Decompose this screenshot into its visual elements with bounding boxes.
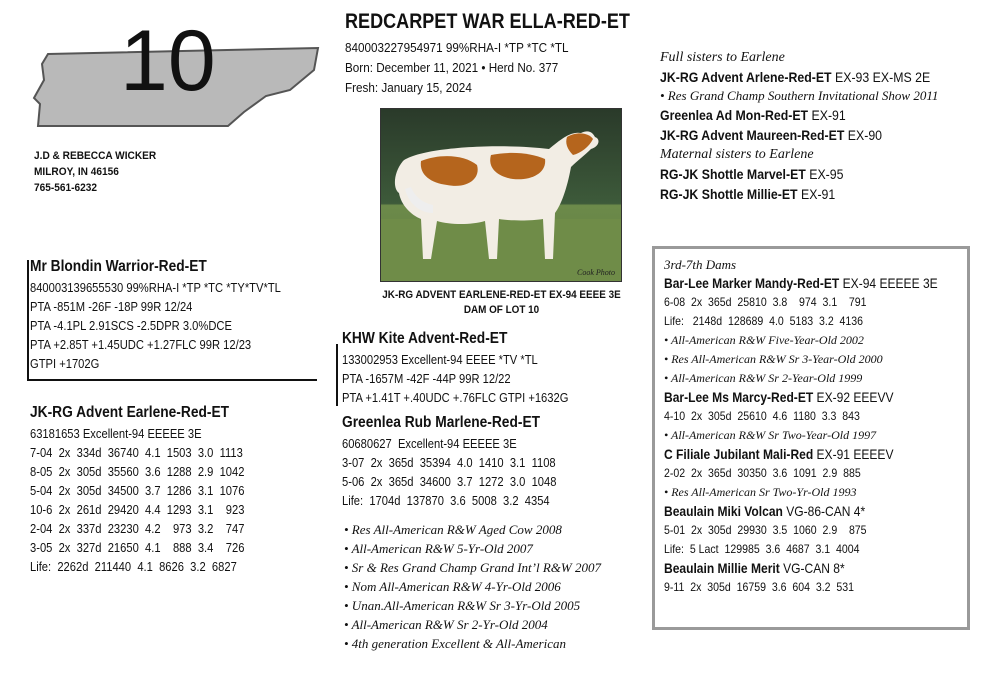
- ancestor-name: Beaulain Miki Volcan: [664, 503, 783, 519]
- sire-line: PTA -4.1PL 2.91SCS -2.5DPR 3.0%DCE: [30, 318, 232, 333]
- consignor-phone: 765-561-6232: [34, 182, 98, 194]
- ancestor-name: C Filiale Jubilant Mali-Red: [664, 446, 814, 462]
- full-sisters-heading: Full sisters to Earlene: [660, 50, 785, 65]
- honor-item: • All-American R&W Sr 2-Yr-Old 2004: [344, 617, 548, 632]
- photo-watermark: Cook Photo: [577, 268, 615, 277]
- dam-line: 63181653 Excellent-94 EEEEE 3E: [30, 426, 202, 441]
- ancestor-record: 6-08 2x 365d 25810 3.8 974 3.1 791: [664, 295, 867, 309]
- ancestor-lifetime: Life: 2148d 128689 4.0 5183 3.2 4136: [664, 314, 864, 328]
- ancestor-record: 9-11 2x 305d 16759 3.6 604 3.2 531: [664, 580, 855, 594]
- ancestor-note: • Res All-American Sr Two-Yr-Old 1993: [664, 485, 857, 499]
- ancestor-score: VG-86-CAN 4*: [782, 503, 866, 519]
- dam-record: 5-04 2x 305d 34500 3.7 1286 3.1 1076: [30, 483, 245, 498]
- dam-name: JK-RG Advent Earlene-Red-ET: [30, 404, 230, 421]
- honor-item: • Nom All-American R&W 4-Yr-Old 2006: [344, 579, 561, 594]
- dam-lifetime: Life: 2262d 211440 4.1 8626 3.2 6827: [30, 559, 237, 574]
- sister-score: EX-93 EX-MS 2E: [831, 69, 931, 85]
- mgs-line: PTA -1657M -42F -44P 99R 12/22: [342, 371, 511, 386]
- sire-underline: [27, 379, 317, 381]
- lot-number: 10: [120, 13, 216, 109]
- sister-name: Greenlea Ad Mon-Red-ET: [660, 107, 809, 123]
- sire-name: Mr Blondin Warrior-Red-ET: [30, 258, 207, 275]
- mgs-name: KHW Kite Advent-Red-ET: [342, 330, 508, 347]
- ancestor-score: EX-94 EEEEE 3E: [839, 275, 938, 291]
- sire-line: 840003139655530 99%RHA-I *TP *TC *TY*TV*TL: [30, 280, 281, 295]
- dam-record: 10-6 2x 261d 29420 4.4 1293 3.1 923: [30, 502, 245, 517]
- ancestor-record: 2-02 2x 365d 30350 3.6 1091 2.9 885: [664, 466, 861, 480]
- granddam-name: Greenlea Rub Marlene-Red-ET: [342, 414, 541, 431]
- ancestors-heading: 3rd-7th Dams: [664, 257, 737, 272]
- photo-caption-line1: JK-RG ADVENT EARLENE-RED-ET EX-94 EEEE 3E: [382, 289, 621, 301]
- ancestor-score: EX-91 EEEEV: [813, 446, 894, 462]
- dam-record: 8-05 2x 305d 35560 3.6 1288 2.9 1042: [30, 464, 245, 479]
- sister-score: EX-91: [808, 107, 846, 123]
- consignor-city: MILROY, IN 46156: [34, 166, 119, 178]
- ancestors-content: [664, 256, 982, 597]
- honor-item: • All-American R&W 5-Yr-Old 2007: [344, 541, 533, 556]
- cow-silhouette: [381, 109, 621, 281]
- dam-record: 2-04 2x 337d 23230 4.2 973 3.2 747: [30, 521, 245, 536]
- ancestor-note: • Res All-American R&W Sr 3-Year-Old 2000: [664, 352, 883, 366]
- sister-score: EX-95: [805, 166, 844, 182]
- photo-caption-line2: DAM OF LOT 10: [463, 304, 540, 316]
- granddam-record: 5-06 2x 365d 34600 3.7 1272 3.0 1048: [342, 474, 557, 489]
- sire-bracket: [27, 260, 29, 380]
- mgs-block: [342, 328, 568, 407]
- fresh-date: Fresh: January 15, 2024: [345, 80, 472, 95]
- ancestor-score: VG-CAN 8*: [779, 560, 845, 576]
- ancestor-lifetime: Life: 5 Lact 129985 3.6 4687 3.1 4004: [664, 542, 860, 556]
- sire-line: PTA -851M -26F -18P 99R 12/24: [30, 299, 193, 314]
- granddam-line: 60680627 Excellent-94 EEEEE 3E: [342, 436, 517, 451]
- granddam-block: [342, 412, 556, 510]
- mgs-line: PTA +1.41T +.40UDC +.76FLC GTPI +1632G: [342, 390, 569, 405]
- honor-item: • Sr & Res Grand Champ Grand Int’l R&W 2007: [344, 560, 601, 575]
- registration: 840003227954971 99%RHA-I *TP *TC *TL: [345, 40, 569, 55]
- consignor-name: J.D & REBECCA WICKER: [34, 150, 157, 162]
- consignor-block: [34, 148, 156, 196]
- photo-caption: [380, 288, 623, 318]
- animal-name: REDCARPET WAR ELLA-RED-ET: [345, 10, 630, 33]
- ancestor-score: EX-92 EEEVV: [813, 389, 894, 405]
- granddam-honors: [344, 520, 601, 653]
- honor-item: • Res All-American R&W Aged Cow 2008: [344, 522, 562, 537]
- sister-name: JK-RG Advent Maureen-Red-ET: [660, 127, 845, 143]
- ancestor-name: Bar-Lee Marker Mandy-Red-ET: [664, 275, 840, 291]
- sister-name: RG-JK Shottle Millie-ET: [660, 186, 798, 202]
- sister-name: RG-JK Shottle Marvel-ET: [660, 166, 806, 182]
- birth-date: Born: December 11, 2021 • Herd No. 377: [345, 60, 559, 75]
- sister-score: EX-90: [844, 127, 883, 143]
- sister-score: EX-91: [797, 186, 836, 202]
- header-info: [345, 38, 569, 98]
- honor-item: • 4th generation Excellent & All-American: [344, 636, 567, 651]
- sister-name: JK-RG Advent Arlene-Red-ET: [660, 69, 832, 85]
- mgs-line: 133002953 Excellent-94 EEEE *TV *TL: [342, 352, 538, 367]
- ancestor-note: • All-American R&W Sr Two-Year-Old 1997: [664, 428, 877, 442]
- ancestor-record: 4-10 2x 305d 25610 4.6 1180 3.3 843: [664, 409, 860, 423]
- sister-note: • Res Grand Champ Southern Invitational Show 2011: [660, 88, 939, 103]
- mgs-bracket: [336, 344, 338, 406]
- ancestor-note: • All-American R&W Sr 2-Year-Old 1999: [664, 371, 863, 385]
- honor-item: • Unan.All-American R&W Sr 3-Yr-Old 2005: [344, 598, 581, 613]
- ancestor-name: Beaulain Millie Merit: [664, 560, 780, 576]
- maternal-sisters-heading: Maternal sisters to Earlene: [660, 147, 814, 162]
- sisters-block: [660, 48, 967, 204]
- ancestor-record: 5-01 2x 305d 29930 3.5 1060 2.9 875: [664, 523, 867, 537]
- granddam-record: 3-07 2x 365d 35394 4.0 1410 3.1 1108: [342, 455, 556, 470]
- cow-photo: [380, 108, 622, 282]
- dam-record: 7-04 2x 334d 36740 4.1 1503 3.0 1113: [30, 445, 243, 460]
- ancestor-note: • All-American R&W Five-Year-Old 2002: [664, 333, 864, 347]
- ancestor-name: Bar-Lee Ms Marcy-Red-ET: [664, 389, 814, 405]
- sire-line: PTA +2.85T +1.45UDC +1.27FLC 99R 12/23: [30, 337, 252, 352]
- granddam-lifetime: Life: 1704d 137870 3.6 5008 3.2 4354: [342, 493, 550, 508]
- sire-line: GTPI +1702G: [30, 356, 100, 371]
- dam-record: 3-05 2x 327d 21650 4.1 888 3.4 726: [30, 540, 245, 555]
- sire-block: [30, 256, 281, 373]
- dam-block: [30, 402, 244, 576]
